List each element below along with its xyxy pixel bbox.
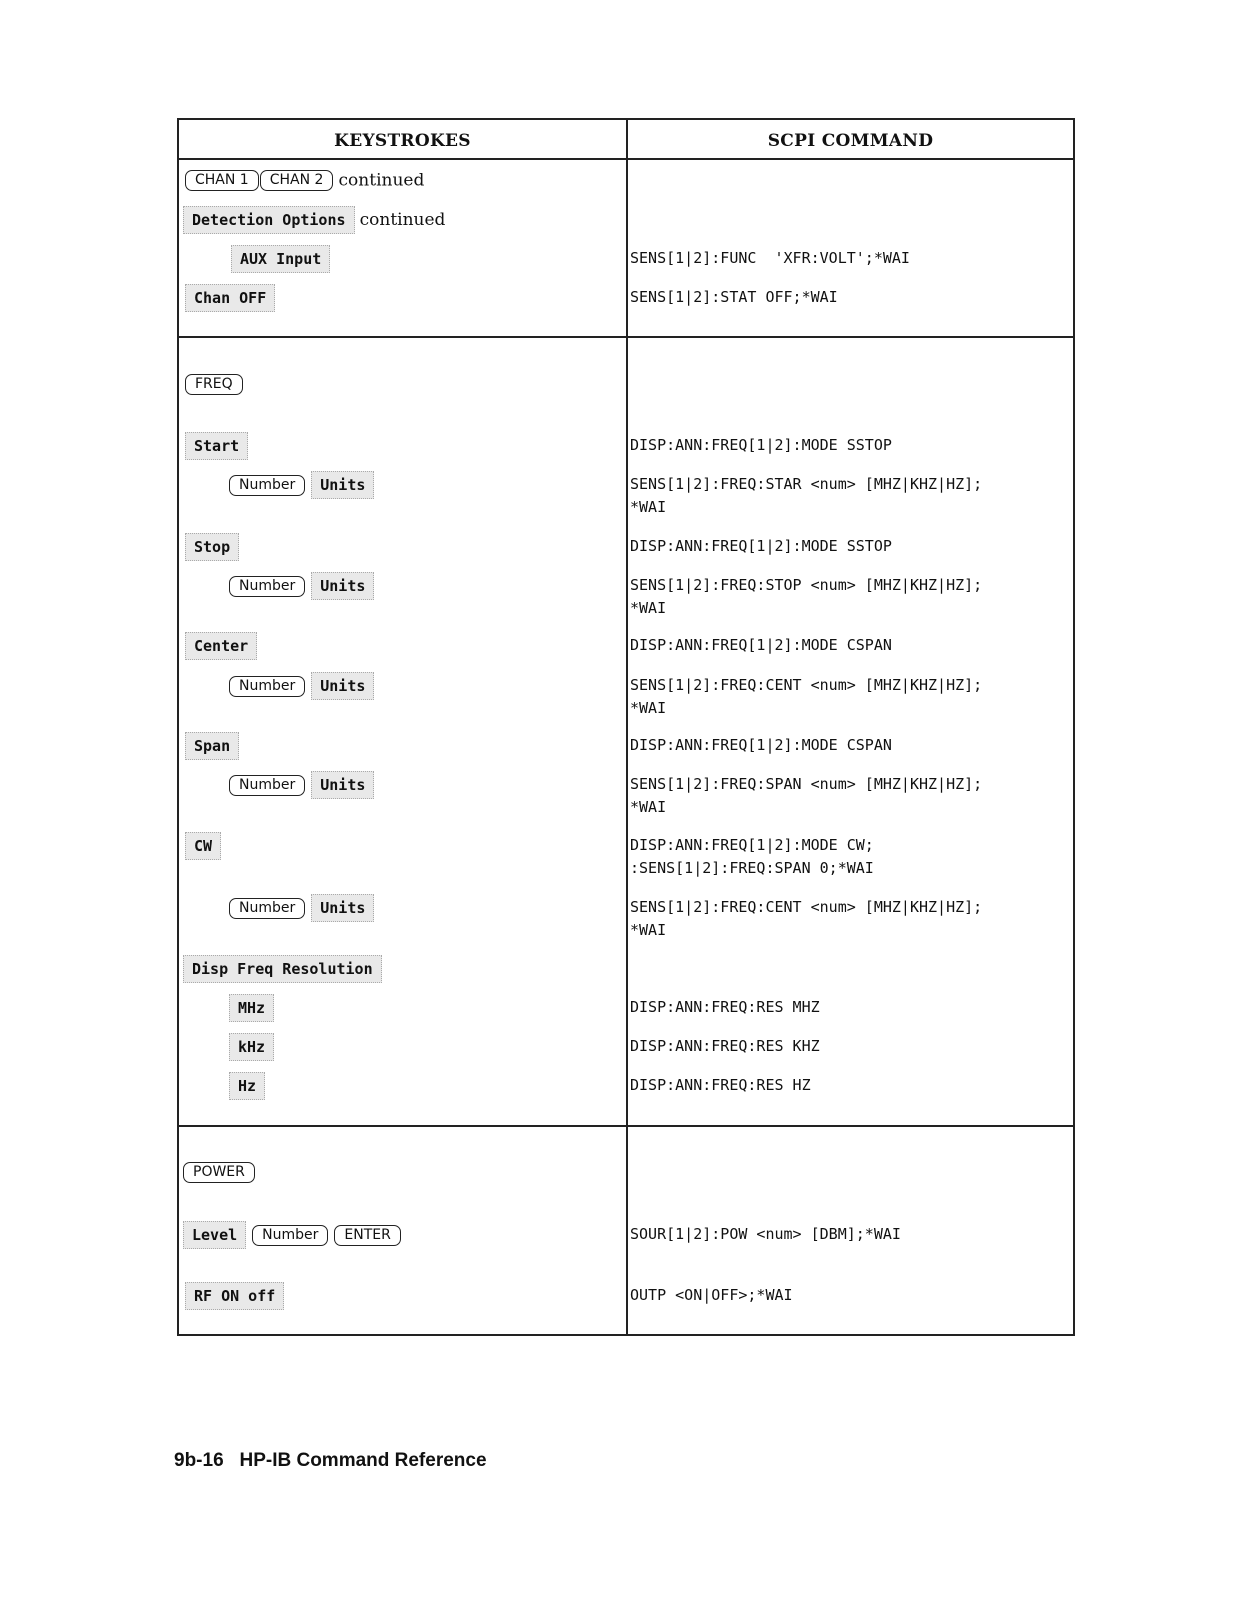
- start-row: [185, 432, 248, 460]
- start-number-row: [229, 471, 374, 499]
- units-softkey[interactable]: Units: [311, 572, 374, 600]
- cw-number-command: SENS[1|2]:FREQ:CENT <num> [MHZ|KHZ|HZ]; *WAI: [630, 898, 983, 939]
- number-key[interactable]: Number: [229, 775, 305, 796]
- section-divider: [179, 1125, 1073, 1127]
- chan-off-row: [185, 284, 275, 312]
- khz-row: [229, 1033, 274, 1061]
- rf-on-off-softkey[interactable]: RF ON off: [185, 1282, 284, 1310]
- start-softkey[interactable]: Start: [185, 432, 248, 460]
- number-key[interactable]: Number: [229, 576, 305, 597]
- span-row: [185, 732, 239, 760]
- hz-command: DISP:ANN:FREQ:RES HZ: [630, 1076, 811, 1094]
- span-softkey[interactable]: Span: [185, 732, 239, 760]
- span-number-command: SENS[1|2]:FREQ:SPAN <num> [MHZ|KHZ|HZ]; *WAI: [630, 775, 983, 816]
- rf-command: OUTP <ON|OFF>;*WAI: [630, 1286, 793, 1304]
- center-number-command: SENS[1|2]:FREQ:CENT <num> [MHZ|KHZ|HZ]; *WAI: [630, 676, 983, 717]
- cw-softkey[interactable]: CW: [185, 832, 221, 860]
- cw-row: [185, 832, 221, 860]
- units-softkey[interactable]: Units: [311, 672, 374, 700]
- hz-softkey[interactable]: Hz: [229, 1072, 265, 1100]
- freq-key[interactable]: FREQ: [185, 374, 243, 395]
- chan1-key[interactable]: CHAN 1: [185, 170, 259, 191]
- stop-softkey[interactable]: Stop: [185, 533, 239, 561]
- chan2-key[interactable]: CHAN 2: [260, 170, 334, 191]
- chan-off-softkey[interactable]: Chan OFF: [185, 284, 275, 312]
- units-softkey[interactable]: Units: [311, 894, 374, 922]
- span-command: DISP:ANN:FREQ[1|2]:MODE CSPAN: [630, 736, 892, 754]
- cw-number-row: [229, 894, 374, 922]
- khz-softkey[interactable]: kHz: [229, 1033, 274, 1061]
- command-table: [177, 118, 1075, 1336]
- units-softkey[interactable]: Units: [311, 471, 374, 499]
- aux-input-row: [231, 245, 330, 273]
- column-divider: [626, 120, 628, 1334]
- center-command: DISP:ANN:FREQ[1|2]:MODE CSPAN: [630, 636, 892, 654]
- rf-row: [185, 1282, 284, 1310]
- continued-text: continued: [359, 210, 446, 230]
- disp-freq-res-row: [183, 955, 382, 983]
- mhz-softkey[interactable]: MHz: [229, 994, 274, 1022]
- center-softkey[interactable]: Center: [185, 632, 257, 660]
- level-command: SOUR[1|2]:POW <num> [DBM];*WAI: [630, 1225, 901, 1243]
- stop-number-row: [229, 572, 374, 600]
- page-footer: 9b-16 HP-IB Command Reference: [174, 1450, 487, 1471]
- power-row: [183, 1162, 255, 1183]
- aux-input-softkey[interactable]: AUX Input: [231, 245, 330, 273]
- chan-keys-row: [185, 170, 424, 191]
- detection-options-softkey[interactable]: Detection Options: [183, 206, 355, 234]
- start-number-command: SENS[1|2]:FREQ:STAR <num> [MHZ|KHZ|HZ]; *WAI: [630, 475, 983, 516]
- level-row: [183, 1221, 401, 1249]
- detection-options-row: [183, 206, 445, 234]
- stop-number-command: SENS[1|2]:FREQ:STOP <num> [MHZ|KHZ|HZ]; *WAI: [630, 576, 983, 617]
- continued-text: continued: [338, 170, 425, 191]
- header-divider: [179, 158, 1073, 160]
- number-key[interactable]: Number: [229, 898, 305, 919]
- enter-key[interactable]: ENTER: [334, 1225, 400, 1246]
- chan-off-command: SENS[1|2]:STAT OFF;*WAI: [630, 288, 838, 306]
- cw-command: DISP:ANN:FREQ[1|2]:MODE CW; :SENS[1|2]:FREQ:SPAN 0;*WAI: [630, 836, 874, 877]
- freq-row: [185, 374, 243, 395]
- span-number-row: [229, 771, 374, 799]
- keystrokes-header: KEYSTROKES: [334, 131, 471, 151]
- power-key[interactable]: POWER: [183, 1162, 255, 1183]
- stop-row: [185, 533, 239, 561]
- center-number-row: [229, 672, 374, 700]
- disp-freq-resolution-softkey[interactable]: Disp Freq Resolution: [183, 955, 382, 983]
- number-key[interactable]: Number: [229, 475, 305, 496]
- hz-row: [229, 1072, 265, 1100]
- scpi-command-header: SCPI COMMAND: [767, 131, 934, 151]
- khz-command: DISP:ANN:FREQ:RES KHZ: [630, 1037, 820, 1055]
- mhz-command: DISP:ANN:FREQ:RES MHZ: [630, 998, 820, 1016]
- center-row: [185, 632, 257, 660]
- aux-input-command: SENS[1|2]:FUNC 'XFR:VOLT';*WAI: [630, 249, 910, 267]
- stop-command: DISP:ANN:FREQ[1|2]:MODE SSTOP: [630, 537, 892, 555]
- mhz-row: [229, 994, 274, 1022]
- level-softkey[interactable]: Level: [183, 1221, 246, 1249]
- number-key[interactable]: Number: [229, 676, 305, 697]
- units-softkey[interactable]: Units: [311, 771, 374, 799]
- section-divider: [179, 336, 1073, 338]
- number-key[interactable]: Number: [252, 1225, 328, 1246]
- start-command: DISP:ANN:FREQ[1|2]:MODE SSTOP: [630, 436, 892, 454]
